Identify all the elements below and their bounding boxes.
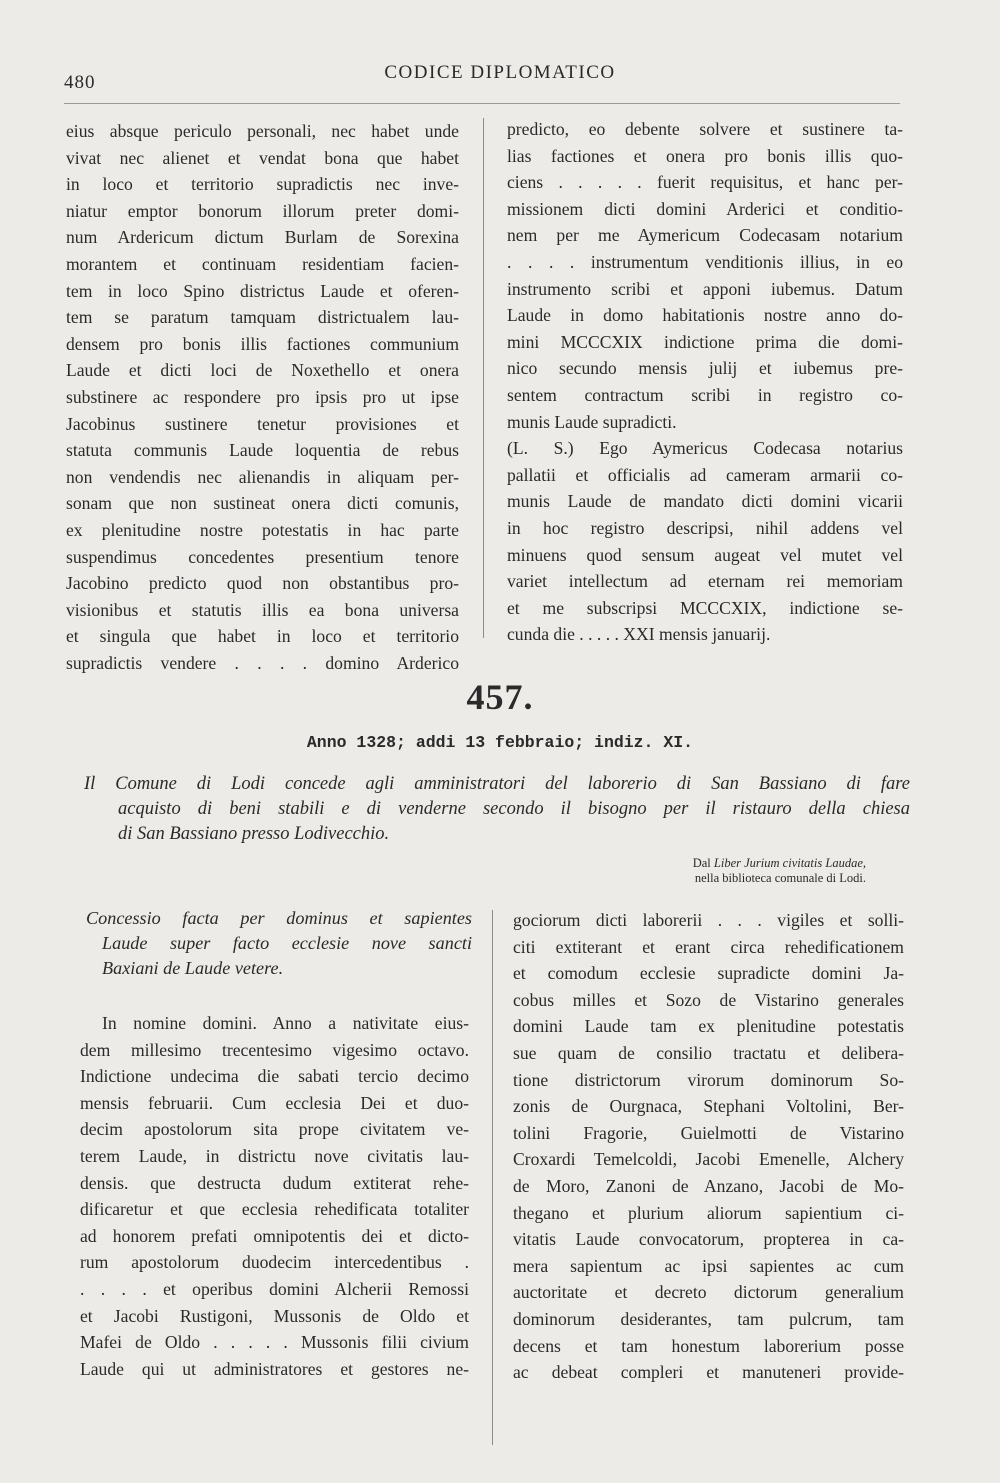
text-line: et Jacobi Rustigoni, Mussonis de Oldo et — [80, 1305, 469, 1326]
upper-left-column — [66, 118, 459, 676]
text-line: visionibus et statutis illis ea bona universa — [66, 599, 459, 620]
text-line: citi extiterant et erant circa rehedificationem — [513, 936, 904, 957]
column-divider — [483, 118, 484, 638]
text-line: de Moro, Zanoni de Anzano, Jacobi de Mo- — [513, 1175, 904, 1196]
page-number: 480 — [64, 72, 96, 93]
text-line: sentem contractum scribi in registro co- — [507, 384, 903, 405]
rubric-line: Baxiani de Laude vetere. — [102, 958, 284, 978]
running-title: CODICE DIPLOMATICO — [384, 62, 616, 83]
rubric-line: Laude super facto ecclesie nove sancti — [102, 933, 472, 953]
text-line: gociorum dicti laborerii . . . vigiles et solli- — [513, 910, 904, 930]
text-line: munis Laude supradicti. — [507, 411, 677, 432]
text-line: suspendimus concedentes presentium tenore — [66, 546, 459, 567]
text-line: missionem dicti domini Arderici et conditio- — [507, 198, 903, 219]
text-line: tem se paratum tamquam districtualem lau- — [66, 307, 459, 328]
text-line: non vendendis nec alienandis in aliquam per- — [66, 466, 459, 487]
regest-line: di San Bassiano presso Lodivecchio. — [118, 824, 390, 844]
document-number: 457. — [466, 677, 534, 717]
lower-left-column — [80, 1010, 469, 1382]
text-line: dominorum desiderantes, tam pulcrum, tam — [513, 1308, 904, 1329]
text-line: domini Laude tam ex plenitudine potestatis — [513, 1016, 904, 1037]
text-line: lias factiones et onera pro bonis illis quo- — [507, 145, 903, 166]
text-line: ex plenitudine nostre potestatis in hac parte — [66, 519, 459, 540]
text-line: nico secundo mensis julij et iubemus pre- — [507, 358, 903, 379]
header-rule — [64, 103, 900, 104]
source-location: nella biblioteca comunale di Lodi. — [694, 871, 866, 885]
text-line: mini MCCCXIX indictione prima die domi- — [507, 331, 903, 352]
text-line: Laude et dicti loci de Noxethello et onera — [66, 360, 459, 381]
text-line: sonam que non sustineat onera dicti comunis, — [66, 493, 459, 514]
text-line: densem pro bonis illis factiones communium — [66, 333, 459, 354]
text-line: nem per me Aymericum Codecasam notarium — [507, 225, 903, 246]
column-divider — [492, 910, 493, 1445]
text-line: mera sapientum ac ipsi sapientes ac cum — [513, 1255, 904, 1276]
text-line: eius absque periculo personali, nec habet unde — [66, 121, 459, 141]
text-line: vivat nec alienet et vendat bona que habet — [66, 147, 459, 168]
text-line: decens et tam honestum laborerium posse — [513, 1335, 904, 1356]
text-line: zonis de Ourgnaca, Stephani Voltolini, Ber- — [513, 1096, 904, 1117]
text-line: pallatii et officialis ad cameram armarii co- — [507, 464, 903, 485]
text-line: cobus milles et Sozo de Vistarino generales — [513, 989, 904, 1010]
text-line: morantem et continuam residentiam facien- — [66, 253, 459, 274]
lower-right-column — [513, 907, 904, 1386]
text-line: munis Laude de mandato dicti domini vicarii — [507, 491, 903, 512]
text-line: dem millesimo trecentesimo vigesimo octavo. — [80, 1039, 469, 1060]
text-line: Croxardi Temelcoldi, Jacobi Emenelle, Alchery — [513, 1149, 904, 1170]
text-line: In nomine domini. Anno a nativitate eius- — [102, 1013, 469, 1033]
text-line: minuens quod sensum augeat vel mutet vel — [507, 544, 903, 565]
text-line: tione districtorum virorum dominorum So- — [513, 1069, 904, 1090]
text-line: in hoc registro descripsi, nihil addens vel — [507, 517, 903, 538]
text-line: ac debeat compleri et manuteneri provide- — [513, 1362, 904, 1383]
text-line: statuta communis Laude loquentia de rebus — [66, 440, 459, 461]
regest-line: acquisto di beni stabili e di venderne secondo il bisogno per il ristauro della chiesa — [118, 799, 910, 819]
text-line: (L. S.) Ego Aymericus Codecasa notarius — [507, 438, 903, 459]
text-line: vitatis Laude convocatorum, propterea in ca- — [513, 1229, 904, 1250]
text-line: substinere ac respondere pro ipsis pro ut ipse — [66, 386, 459, 407]
text-line: Jacobino predicto quod non obstantibus pro- — [66, 573, 459, 594]
regest-line: Il Comune di Lodi concede agli amministratori del laborerio di San Bassiano di fare — [84, 774, 910, 794]
text-line: decim apostolorum sita prope civitatem ve- — [80, 1119, 469, 1140]
text-line: et me subscripsi MCCCXIX, indictione se- — [507, 597, 903, 618]
text-line: . . . . et operibus domini Alcherii Remossi — [80, 1278, 469, 1299]
text-line: supradictis vendere . . . . domino Arderico — [66, 652, 459, 673]
source-line — [540, 856, 866, 871]
text-line: niatur emptor bonorum illorum preter domi- — [66, 200, 459, 221]
document-date: Anno 1328; addi 13 febbraio; indiz. XI. — [306, 733, 694, 752]
text-line: auctoritate et decreto dictorum generalium — [513, 1282, 904, 1303]
text-line: densis. que destructa dudum extiterat rehe- — [80, 1172, 469, 1193]
text-line: variet intellectum ad eternam rei memoriam — [507, 571, 903, 592]
text-line: cunda die . . . . . XXI mensis januarij. — [507, 624, 771, 645]
text-line: sue quam de consilio tractatu et delibera- — [513, 1042, 904, 1063]
text-line: mensis februarii. Cum ecclesia Dei et duo- — [80, 1092, 469, 1113]
rubric — [86, 906, 472, 981]
text-line: et singula que habet in loco et territorio — [66, 626, 459, 647]
source-citation — [540, 856, 866, 886]
text-line: terem Laude, in districtu nove civitatis lau- — [80, 1145, 469, 1166]
text-line: in loco et territorio supradictis nec inve- — [66, 174, 459, 195]
text-line: thegano et plurium aliorum sapientium ci- — [513, 1202, 904, 1223]
text-line: . . . . instrumentum venditionis illius, in eo — [507, 251, 903, 272]
text-line: rum apostolorum duodecim intercedentibus . — [80, 1252, 469, 1273]
text-line: Laude in domo habitationis nostre anno do- — [507, 305, 903, 326]
text-line: tem in loco Spino districtus Laude et oferen- — [66, 280, 459, 301]
text-line: Laude qui ut administratores et gestores ne- — [80, 1358, 469, 1379]
text-line: dificaretur et que ecclesia rehedificata totaliter — [80, 1199, 469, 1220]
text-line: predicto, eo debente solvere et sustinere ta- — [507, 119, 903, 139]
source-prefix: Dal — [692, 856, 711, 870]
text-line: instrumento scribi et apponi iubemus. Datum — [507, 278, 903, 299]
text-line: ciens . . . . . fuerit requisitus, et hanc per- — [507, 172, 903, 193]
source-title: Liber Jurium civitatis Laudae, — [713, 856, 866, 870]
text-line: tolini Fragorie, Guielmotti de Vistarino — [513, 1122, 904, 1143]
text-line: et comodum ecclesie supradicte domini Ja- — [513, 963, 904, 984]
text-line: Jacobinus sustinere tenetur provisiones et — [66, 413, 459, 434]
upper-right-column — [507, 116, 903, 648]
rubric-line: Concessio facta per dominus et sapientes — [86, 908, 472, 928]
text-line: ad honorem prefati omnipotentis dei et dicto- — [80, 1225, 469, 1246]
text-line: Indictione undecima die sabati tercio decimo — [80, 1066, 469, 1087]
text-line: num Ardericum dictum Burlam de Sorexina — [66, 227, 459, 248]
regest-summary — [84, 772, 910, 847]
text-line: Mafei de Oldo . . . . . Mussonis filii civium — [80, 1332, 469, 1353]
